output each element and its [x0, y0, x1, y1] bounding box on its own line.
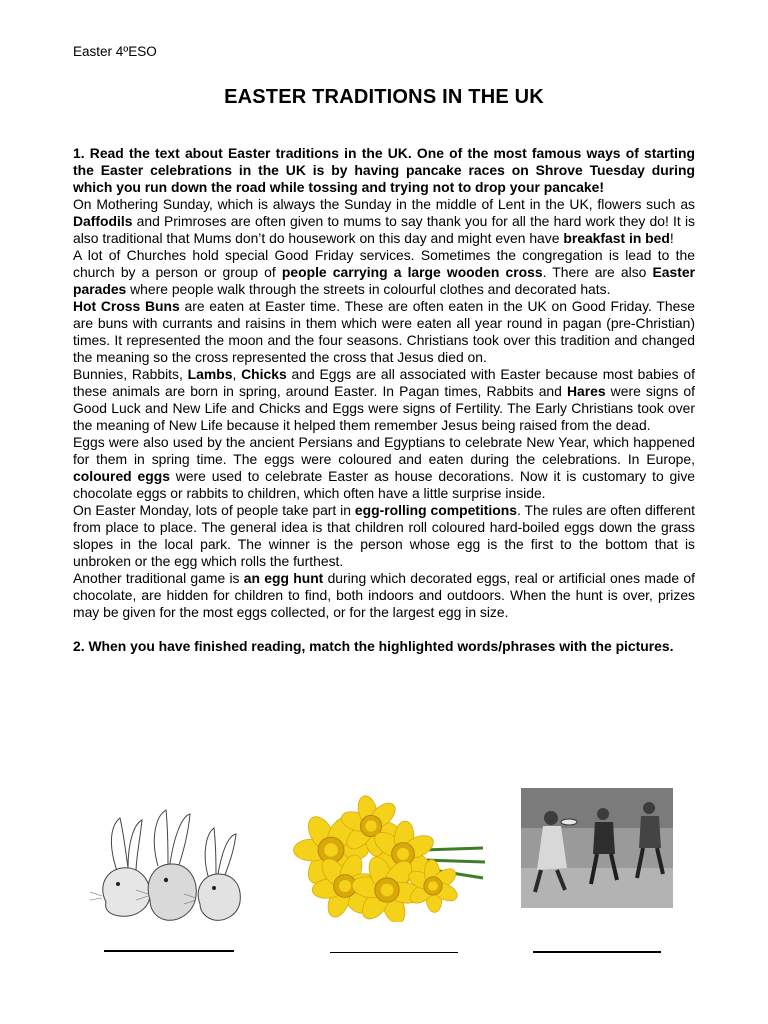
keyword-egg-rolling: egg-rolling competitions [354, 502, 517, 518]
text-run: . The rules are often different from place to place. The general idea is that children roll coloured hard-boiled eggs down the grass slopes in the local park. The winner is the person whose egg is the first to the bottom that is unbroken or the egg which rolls the furthest. [73, 502, 695, 569]
paragraph-egg-hunt [73, 570, 695, 621]
text-run: Eggs were also used by the ancient Persians and Egyptians to celebrate New Year, which happened for them in spring time. The eggs were coloured and eaten during the celebrations. In Europe, [73, 434, 695, 467]
hares-drawing [88, 806, 256, 924]
daffodils-drawing [283, 790, 487, 922]
keyword-breakfast-in-bed: breakfast in bed [563, 230, 670, 246]
keyword-coloured-eggs: coloured eggs [73, 468, 170, 484]
keyword-hares: Hares [566, 383, 606, 399]
reading-text [73, 145, 695, 655]
text-run: On Mothering Sunday, which is always the Sunday in the middle of Lent in the UK, flowers such as [73, 196, 695, 212]
hares-picture [88, 806, 256, 924]
keyword-egg-hunt: an egg hunt [243, 570, 324, 586]
page-title: EASTER TRADITIONS IN THE UK [224, 86, 544, 108]
paragraph-hot-cross-buns [73, 298, 695, 366]
keyword-hot-cross-buns: Hot Cross Buns [73, 298, 180, 314]
text-run: and Primroses are often given to mums to say thank you for all the hard work they do! It is also traditional that Mums don’t do housework on this day and might even have [73, 213, 695, 246]
keyword-chicks: Chicks [241, 366, 287, 382]
keyword-wooden-cross: people carrying a large wooden cross [281, 264, 543, 280]
keyword-easter-parades: Easter parades [73, 264, 695, 297]
text-run: , [232, 366, 242, 382]
text-run: Another traditional game is [73, 570, 244, 586]
paragraph-easter-monday [73, 502, 695, 570]
question-2: 2. When you have finished reading, match the highlighted words/phrases with the pictures. [73, 638, 674, 654]
text-run: were used to celebrate Easter as house decorations. Now it is customary to give chocolate eggs or rabbits to children, which often have a little surprise inside. [73, 468, 695, 501]
pancake-race-photo [521, 788, 673, 908]
paragraph-eggs [73, 434, 695, 502]
answer-line-2[interactable] [330, 952, 458, 953]
paragraph-mothering-sunday [73, 196, 695, 247]
text-run: Bunnies, Rabbits, [73, 366, 188, 382]
keyword-daffodils: Daffodils [73, 213, 133, 229]
text-run: ! [669, 230, 674, 246]
pancake-race-drawing [521, 788, 673, 908]
course-label: Easter 4ºESO [73, 44, 157, 59]
paragraph-good-friday [73, 247, 695, 298]
keyword-lambs: Lambs [187, 366, 233, 382]
question-1: 1. Read the text about Easter traditions in the UK. One of the most famous ways of starting the Easter celebrations in the UK is by having pancake races on Shrove Tuesday during which you run down the road while tossing and trying not to drop your pancake! [73, 145, 695, 195]
paragraph-animals [73, 366, 695, 434]
answer-line-3[interactable] [533, 951, 661, 953]
text-run: and Eggs are all associated with Easter because most babies of these animals are born in spring, around Easter. In Pagan times, Rabbits and [73, 366, 696, 399]
text-run: where people walk through the streets in colourful clothes and decorated hats. [126, 281, 611, 297]
text-run: A lot of Churches hold special Good Friday services. Sometimes the congregation is lead to the church by a person or group of [73, 247, 695, 280]
text-run: On Easter Monday, lots of people take part in [73, 502, 355, 518]
text-run: were signs of Good Luck and New Life and Chicks and Eggs were signs of Fertility. The Early Christians took over the meaning of New Life because it helped them remember Jesus being raised from the dead. [73, 383, 695, 433]
text-run: . There are also [542, 264, 653, 280]
text-run: during which decorated eggs, real or artificial ones made of chocolate, are hidden for children to find, both indoors and outdoors. When the hunt is over, prizes may be given for the most eggs collected, or for the largest egg in size. [73, 570, 695, 620]
text-run: are eaten at Easter time. These are often eaten in the UK on Good Friday. These are buns with currants and raisins in them which were eaten all year round in pagan (pre-Christian) times. It represented the moon and the four seasons. Christians took over this tradition and changed the meaning so the cross represented the cross that Jesus died on. [73, 298, 695, 365]
daffodils-picture [283, 790, 487, 922]
answer-line-1[interactable] [104, 950, 234, 952]
